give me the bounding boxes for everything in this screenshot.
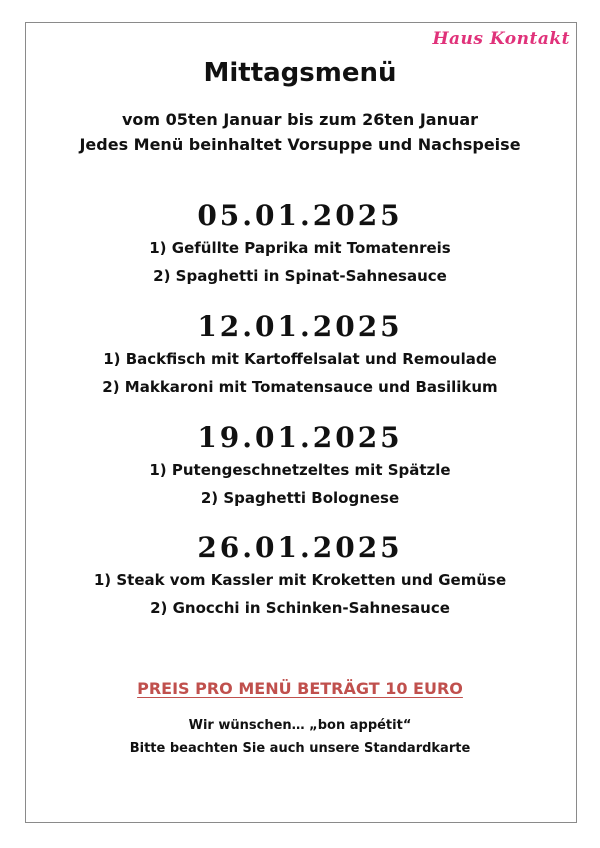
menu-day: [0, 530, 600, 622]
menu-dish: 2) Gnocchi in Schinken-Sahnesauce: [150, 599, 450, 617]
brand-logo: Haus Kontakt: [432, 29, 570, 49]
menu-dish: 1) Steak vom Kassler mit Kroketten und Gemüse: [93, 571, 507, 589]
menu-day: [0, 198, 600, 290]
closing-note: Bitte beachten Sie auch unsere Standardkarte: [129, 741, 471, 756]
menu-date: 05.01.2025: [197, 199, 403, 232]
menu-day: [0, 309, 600, 401]
menu-dish: 1) Gefüllte Paprika mit Tomatenreis: [149, 239, 451, 257]
price-text: PREIS PRO MENÜ BETRÄGT 10 EURO: [137, 679, 463, 698]
menu-dish: 2) Spaghetti Bolognese: [200, 489, 400, 507]
menu-date: 19.01.2025: [197, 421, 403, 454]
menu-dish: 1) Backfisch mit Kartoffelsalat und Remoulade: [103, 350, 497, 368]
date-range-subtitle: vom 05ten Januar bis zum 26ten Januar: [121, 110, 479, 129]
closing-greeting: Wir wünschen… „bon appétit“: [188, 718, 412, 733]
menu-dish: 1) Putengeschnetzeltes mit Spätzle: [149, 461, 451, 479]
menu-dish: 2) Spaghetti in Spinat-Sahnesauce: [153, 267, 447, 285]
price-notice: [0, 679, 600, 698]
menu-includes-subtitle: Jedes Menü beinhaltet Vorsuppe und Nachspeise: [79, 135, 521, 154]
page-title: Mittagsmenü: [203, 58, 397, 88]
menu-dish: 2) Makkaroni mit Tomatensauce und Basilikum: [102, 378, 498, 396]
menu-day: [0, 420, 600, 512]
menu-date: 26.01.2025: [197, 531, 403, 564]
menu-date: 12.01.2025: [197, 310, 403, 343]
